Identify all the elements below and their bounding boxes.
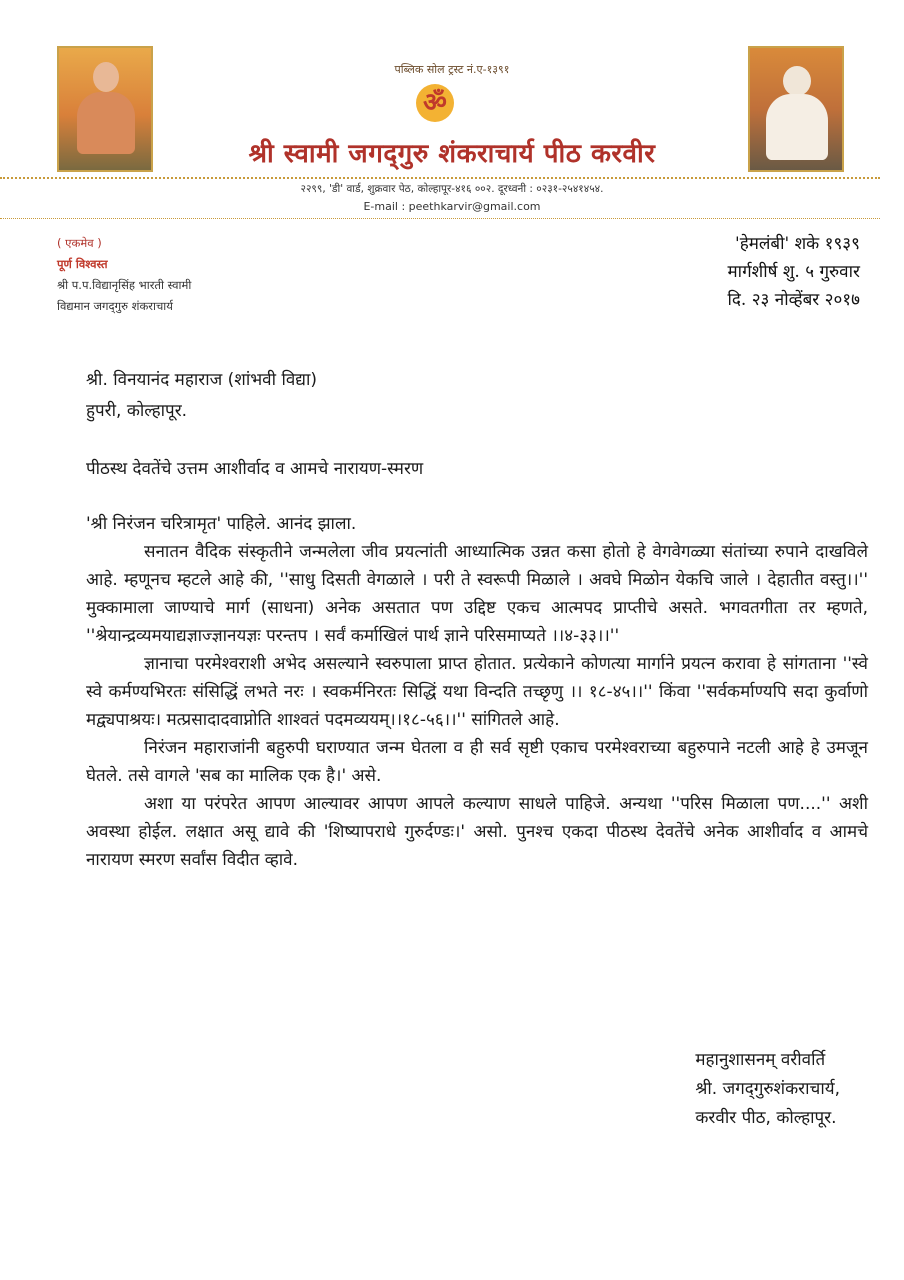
signatory-line-4: विद्यमान जगद्‌गुरु शंकराचार्य xyxy=(57,299,173,313)
date-block xyxy=(727,230,860,314)
body-paragraph-3: ज्ञानाचा परमेश्वराशी अभेद असल्याने स्वरुपाला प्राप्त होतात. प्रत्येकाने कोणत्या मार्गाने प्रयत्न करावा हे सांगताना ''स्वे स्वे कर्मण्यभिरतः संसिद्धिं लभते नरः । स्वकर्मनिरतः सिद्धिं यथा विन्दति तच्छृणु ।। १८-४५।।'' किंवा ''सर्वकर्माण्यपि सदा कुर्वाणो मद्व्यपाश्रयः। मत्प्रसादादवाप्नोति शाश्वतं पदमव्ययम्।।१८-५६।।'' सांगितले आहे. xyxy=(86,654,868,730)
header-divider xyxy=(0,177,880,179)
om-icon: ॐ xyxy=(416,84,454,122)
trust-registration: पब्लिक सोल ट्रस्ट नं.ए-१३९१ xyxy=(394,63,510,76)
closing-block xyxy=(695,1046,840,1133)
date-line-1: 'हेमलंबी' शके १९३९ xyxy=(735,234,860,254)
closing-line-3: करवीर पीठ, कोल्हापूर. xyxy=(695,1108,837,1128)
closing-line-1: महानुशासनम् वरीवर्ति xyxy=(695,1050,826,1070)
signatory-line-1: ( एकमेव ) xyxy=(57,236,102,250)
body-paragraph-5: अशा या परंपरेत आपण आल्यावर आपण आपले कल्याण साधले पाहिजे. अन्यथा ''परिस मिळाला पण....'' अशी अवस्था होईल. लक्षात असू द्यावे की 'शिष्यापराधे गुरुर्दण्डः।' असो. पुनश्च एकदा पीठस्थ देवतेंचे अनेक आशीर्वाद व आमचे नारायण स्मरण सर्वांस विदीत व्हावे. xyxy=(86,794,868,870)
letterhead-address: २२९९, 'डी' वार्ड, शुक्रवार पेठ, कोल्हापूर-४१६ ००२. दूरध्वनी : ०२३१-२५४१४५४. xyxy=(300,183,604,195)
addressee-place: हुपरी, कोल्हापूर. xyxy=(86,401,188,421)
closing-line-2: श्री. जगद्‌गुरुशंकराचार्य, xyxy=(695,1079,840,1099)
body-paragraph-1: 'श्री निरंजन चरित्रामृत' पाहिले. आनंद झाला. xyxy=(86,514,357,534)
signatory-line-3: श्री प.प.विद्यानृसिंह भारती स्वामी xyxy=(57,278,192,292)
date-line-3: दि. २३ नोव्हेंबर २०१७ xyxy=(727,290,860,310)
letterhead-email: E-mail : peethkarvir@gmail.com xyxy=(363,200,541,213)
letterhead-title: श्री स्वामी जगद्‌गुरु शंकराचार्य पीठ करवीर xyxy=(248,139,656,169)
signatory-block xyxy=(57,233,191,317)
header-divider-lower xyxy=(0,218,880,219)
addressee-name: श्री. विनयानंद महाराज (शांभवी विद्या) xyxy=(86,370,318,390)
date-line-2: मार्गशीर्ष शु. ५ गुरुवार xyxy=(727,262,860,282)
body-paragraph-4: निरंजन महाराजांनी बहुरुपी घराण्यात जन्म घेतला व ही सर्व सृष्टी एकाच परमेश्वराच्या बहुरुपाने नटली आहे हे उमजून घेतले. तसे वागले 'सब का मालिक एक है।' असे. xyxy=(86,738,868,786)
body-paragraph-2: सनातन वैदिक संस्कृतीने जन्मलेला जीव प्रयत्नांती आध्यात्मिक उन्नत कसा होतो हे वेगवेगळ्या संतांच्या रुपाने दाखविले आहे. म्हणूनच म्हटले आहे की, ''साधु दिसती वेगळाले । परी ते स्वरूपी मिळाले । अवघे मिळोन येकचि जाले । देहातीत वस्तु।।'' मुक्कामाला जाण्याचे मार्ग (साधना) अनेक असतात पण उद्दिष्ट एकच आत्मपद प्राप्तीचे असते. भगवतगीता तर म्हणते, ''श्रेयान्द्रव्यमयाद्यज्ञाज्ज्ञानयज्ञः परन्तप । सर्वं कर्माखिलं पार्थ ज्ञाने परिसमाप्यते ।।४-३३।।'' xyxy=(86,542,868,646)
signatory-line-2: पूर्ण विश्वस्त xyxy=(57,257,108,271)
addressee-block xyxy=(86,365,317,427)
greeting: पीठस्थ देवतेंचे उत्तम आशीर्वाद व आमचे नारायण-स्मरण xyxy=(86,459,424,479)
letter-body xyxy=(86,510,868,874)
